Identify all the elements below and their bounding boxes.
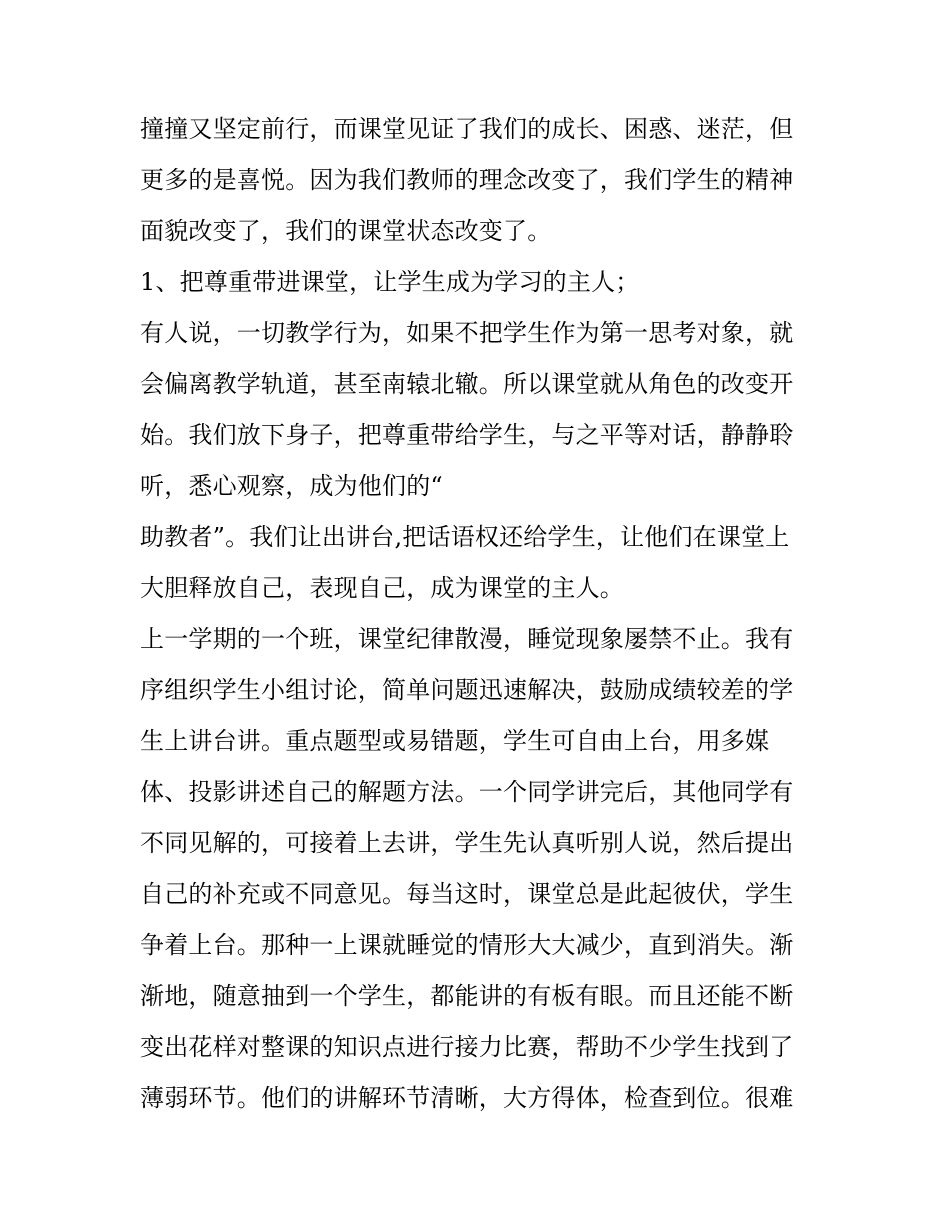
text-line: 大胆释放自己，表现自己，成为课堂的主人。 <box>140 574 624 602</box>
body-text <box>140 104 820 1124</box>
text-line: 变出花样对整课的知识点进行接力比赛，帮助不少学生找到了 <box>140 1033 794 1061</box>
text-line: 渐地，随意抽到一个学生，都能讲的有板有眼。而且还能不断 <box>140 982 794 1010</box>
text-line: 听，悉心观察，成为他们的“ <box>140 472 443 500</box>
text-line: 薄弱环节。他们的讲解环节清晰，大方得体，检查到位。很难 <box>140 1084 794 1112</box>
text-line: 生上讲台讲。重点题型或易错题，学生可自由上台，用多媒 <box>140 727 770 755</box>
text-line: 自己的补充或不同意见。每当这时，课堂总是此起彼伏，学生 <box>140 880 794 908</box>
text-line: 不同见解的，可接着上去讲，学生先认真听别人说，然后提出 <box>140 829 794 857</box>
section-heading: 1、把尊重带进课堂，让学生成为学习的主人； <box>140 268 640 296</box>
text-line: 体、投影讲述自己的解题方法。一个同学讲完后，其他同学有 <box>140 778 794 806</box>
text-line: 序组织学生小组讨论，简单问题迅速解决，鼓励成绩较差的学 <box>140 676 794 704</box>
text-line: 面貌改变了，我们的课堂状态改变了。 <box>140 217 552 245</box>
text-line: 上一学期的一个班，课堂纪律散漫，睡觉现象屡禁不止。我有 <box>140 625 794 653</box>
text-line: 更多的是喜悦。因为我们教师的理念改变了，我们学生的精神 <box>140 166 794 194</box>
text-line: 始。我们放下身子，把尊重带给学生，与之平等对话，静静聆 <box>140 421 794 449</box>
text-line: 撞撞又坚定前行，而课堂见证了我们的成长、困惑、迷茫，但 <box>140 115 794 143</box>
text-line: 助教者”。我们让出讲台,把话语权还给学生，让他们在课堂上 <box>140 523 790 551</box>
text-line: 争着上台。那种一上课就睡觉的情形大大减少，直到消失。渐 <box>140 931 794 959</box>
text-line: 有人说，一切教学行为，如果不把学生作为第一思考对象，就 <box>140 319 794 347</box>
text-line: 会偏离教学轨道，甚至南辕北辙。所以课堂就从角色的改变开 <box>140 370 794 398</box>
